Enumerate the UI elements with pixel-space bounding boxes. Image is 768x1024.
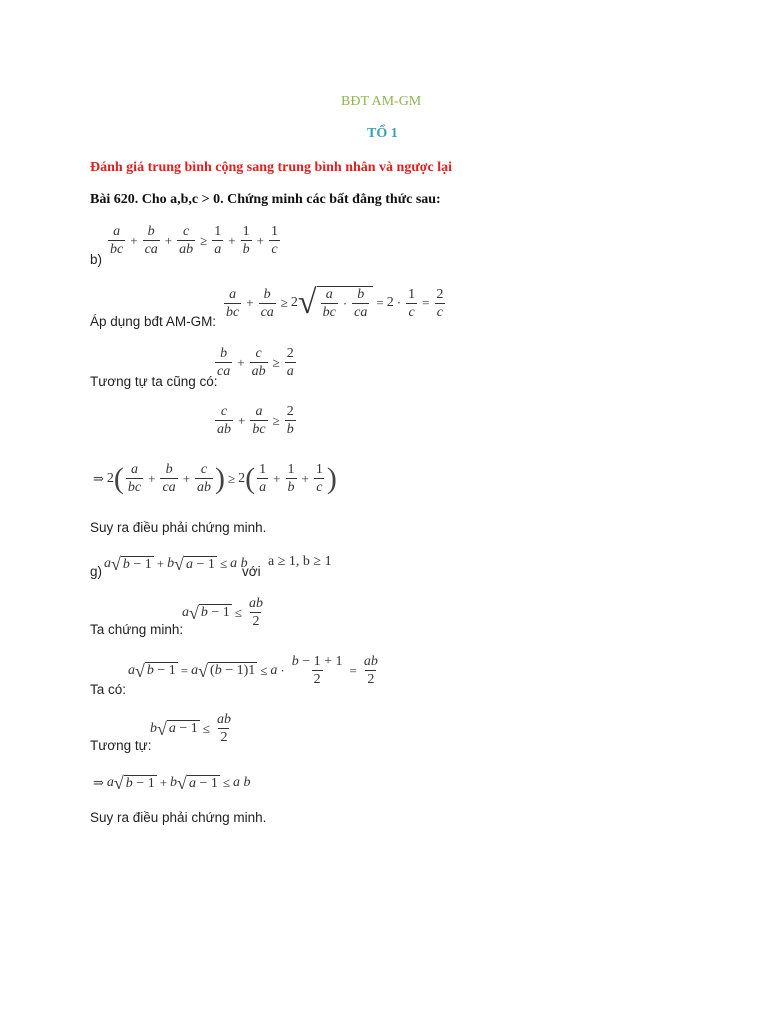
have-step: a √ b − 1 = a √ (b − 1)1 ≤ a · $\frac{b - 1 + 1}{2}$ = $\frac{ab}{2}$ — [128, 654, 378, 687]
inequality-b: $\frac{a}{bc}$ + $\frac{b}{ca}$ + $\frac{c}{ab}$ ≥ $\frac{1}{a}$ + $\frac{1}{b}$ + $\frac{1}{c}$ — [110, 224, 278, 257]
conclusion-g: Suy ra điều phải chứng minh. — [90, 810, 267, 825]
similar-step-g: b √ a − 1 ≤ $\frac{ab}{2}$ — [150, 712, 231, 745]
similar-label-g: Tương tự: — [90, 738, 152, 753]
part-b-label: b) — [90, 252, 103, 267]
problem-statement: Bài 620. Cho a,b,c > 0. Chứng minh các bất đẳng thức sau: — [90, 192, 441, 207]
similar-step-1: $\frac{b}{ca}$ + $\frac{c}{ab}$ ≥ $\frac{2}{a}$ — [217, 346, 294, 379]
apply-label: Áp dụng bđt AM-GM: — [90, 314, 217, 329]
implication-g: ⇒ a √ b − 1 + b √ a − 1 ≤ a b — [93, 773, 251, 793]
implication-b: ⇒ 2 ( $\frac{a}{bc}$ + $\frac{b}{ca}$ + $\frac{c}{ab}$ ) ≥ 2 ( $\frac{1}{a}$ + $\frac{1}{b}$ + $\frac{1}{c}$ ) — [93, 461, 337, 495]
am-gm-step: $\frac{a}{bc}$ + $\frac{b}{ca}$ ≥ 2 √ $\frac{a}{bc}$ · $\frac{b}{ca}$ = 2 · $\frac{1}{c}$ = $\frac{2}{c}$ — [226, 284, 444, 321]
prove-step: a √ b − 1 ≤ $\frac{ab}{2}$ — [182, 596, 263, 629]
similar-label: Tương tự ta cũng có: — [90, 374, 218, 389]
similar-step-2: $\frac{c}{ab}$ + $\frac{a}{bc}$ ≥ $\frac{2}{b}$ — [217, 404, 294, 437]
section-heading: Đánh giá trung bình cộng sang trung bình nhân và ngược lại — [90, 160, 452, 175]
prove-label: Ta chứng minh: — [90, 622, 184, 637]
part-g-label: g) — [90, 564, 103, 579]
inequality-g: a √ b − 1 + b √ a − 1 ≤ a b — [104, 554, 248, 574]
document-subtitle: TỔ 1 — [367, 126, 398, 141]
conclusion-b: Suy ra điều phải chứng minh. — [90, 520, 267, 535]
document-title: BĐT AM-GM — [341, 94, 422, 109]
have-label: Ta có: — [90, 682, 127, 697]
condition-g: a ≥ 1, b ≥ 1 — [268, 554, 332, 569]
with-word: với — [242, 564, 261, 579]
